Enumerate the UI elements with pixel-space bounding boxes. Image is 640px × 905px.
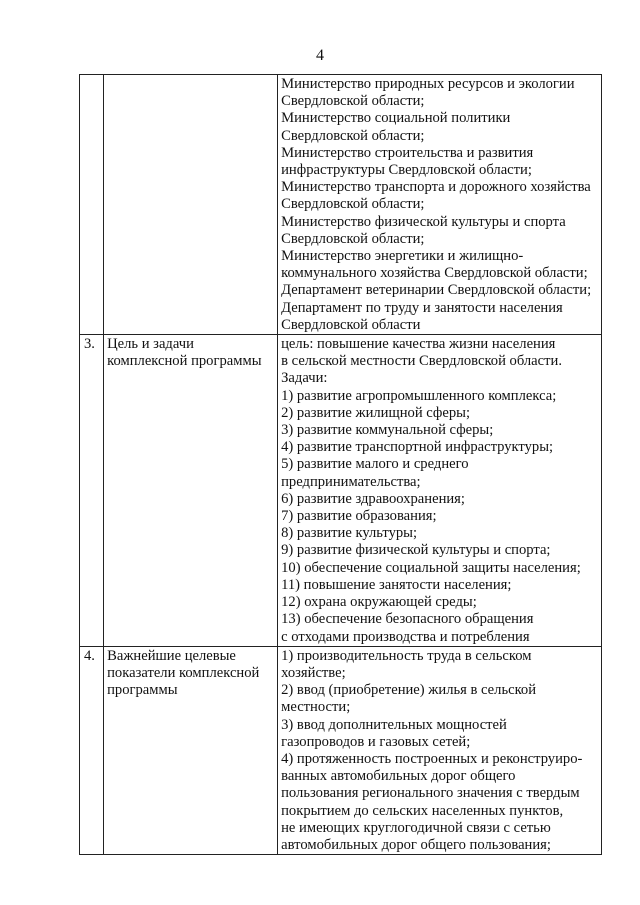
content-line: 12) охрана окружающей среды; bbox=[281, 594, 477, 611]
content-line: 13) обеспечение безопасного обращения bbox=[281, 611, 534, 628]
content-line: Министерство социальной политики bbox=[281, 110, 511, 127]
content-line: Задачи: bbox=[281, 370, 328, 387]
content-line: 9) развитие физической культуры и спорта; bbox=[281, 542, 551, 559]
content-line: 4) протяженность построенных и реконструиро- bbox=[281, 750, 583, 767]
content-line: Министерство энергетики и жилищно- bbox=[281, 248, 524, 265]
content-line: Свердловской области; bbox=[281, 127, 425, 144]
content-line: не имеющих круглогодичной связи с сетью bbox=[281, 819, 551, 836]
content-line: 8) развитие культуры; bbox=[281, 525, 418, 542]
content-line: местности; bbox=[281, 699, 351, 716]
content-line: 7) развитие образования; bbox=[281, 508, 437, 525]
program-table bbox=[79, 74, 602, 855]
content-line: Департамент по труду и занятости населения bbox=[281, 299, 563, 316]
section-content-cell bbox=[278, 335, 602, 647]
table-row bbox=[80, 335, 602, 647]
section-name-line: Цель и задачи bbox=[107, 336, 194, 353]
content-line: Министерство строительства и развития bbox=[281, 144, 534, 161]
content-line: газопроводов и газовых сетей; bbox=[281, 733, 471, 750]
content-line: 5) развитие малого и среднего bbox=[281, 456, 469, 473]
content-line: Министерство природных ресурсов и экологии bbox=[281, 76, 575, 92]
content-line: Свердловской области; bbox=[281, 196, 425, 213]
table-row bbox=[80, 75, 602, 335]
page-number: 4 bbox=[316, 47, 324, 64]
section-content-cell bbox=[278, 646, 602, 854]
content-line: пользования регионального значения с твердым bbox=[281, 785, 580, 802]
section-name-line: комплексной программы bbox=[107, 353, 262, 370]
content-line: предпринимательства; bbox=[281, 473, 421, 490]
table-row bbox=[80, 646, 602, 854]
content-line: ванных автомобильных дорог общего bbox=[281, 768, 516, 785]
content-line: 6) развитие здравоохранения; bbox=[281, 490, 465, 507]
content-line: Свердловской области; bbox=[281, 93, 425, 110]
row-number-cell: 4. bbox=[80, 646, 104, 854]
content-line: 3) развитие коммунальной сферы; bbox=[281, 422, 494, 439]
row-number-cell bbox=[80, 75, 104, 335]
content-line: 11) повышение занятости населения; bbox=[281, 576, 512, 593]
section-content-cell bbox=[278, 75, 602, 335]
section-name-cell bbox=[104, 646, 278, 854]
content-line: Свердловской области; bbox=[281, 230, 425, 247]
section-name-line: программы bbox=[107, 682, 178, 699]
section-name-cell bbox=[104, 75, 278, 335]
content-line: хозяйстве; bbox=[281, 664, 346, 681]
section-name-line: показатели комплексной bbox=[107, 664, 260, 681]
content-line: в сельской местности Свердловской области. bbox=[281, 353, 562, 370]
content-line: автомобильных дорог общего пользования; bbox=[281, 836, 551, 853]
content-line: Министерство физической культуры и спорта bbox=[281, 213, 566, 230]
content-line: покрытием до сельских населенных пунктов, bbox=[281, 802, 564, 819]
section-name-cell bbox=[104, 335, 278, 647]
content-line: 1) развитие агропромышленного комплекса; bbox=[281, 387, 557, 404]
content-line: 2) ввод (приобретение) жилья в сельской bbox=[281, 682, 537, 699]
content-line: Министерство транспорта и дорожного хозяйства bbox=[281, 179, 591, 196]
content-line: Департамент ветеринарии Свердловской области; bbox=[281, 282, 592, 299]
content-line: 4) развитие транспортной инфраструктуры; bbox=[281, 439, 554, 456]
section-name-line: Важнейшие целевые bbox=[107, 647, 236, 664]
content-line: 1) производительность труда в сельском bbox=[281, 647, 532, 664]
content-line: 10) обеспечение социальной защиты населения; bbox=[281, 559, 581, 576]
content-line: инфраструктуры Свердловской области; bbox=[281, 162, 532, 179]
content-line: с отходами производства и потребления bbox=[281, 628, 530, 645]
content-line: 3) ввод дополнительных мощностей bbox=[281, 716, 507, 733]
content-line: коммунального хозяйства Свердловской области; bbox=[281, 265, 588, 282]
content-line: цель: повышение качества жизни населения bbox=[281, 336, 556, 353]
row-number-cell: 3. bbox=[80, 335, 104, 647]
content-line: Свердловской области bbox=[281, 316, 421, 333]
content-line: 2) развитие жилищной сферы; bbox=[281, 404, 471, 421]
